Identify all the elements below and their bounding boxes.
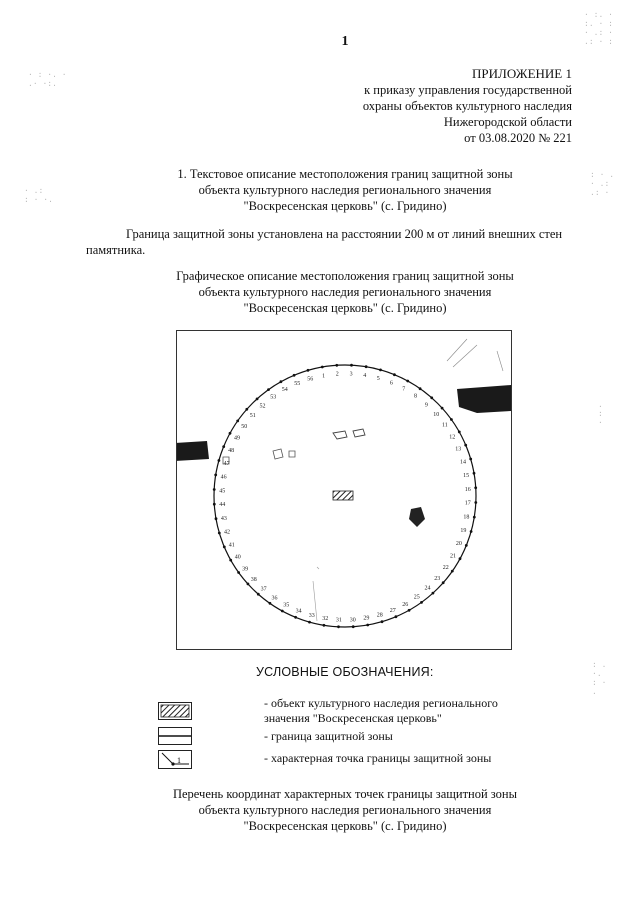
scan-noise: : · . · .: .: · [590,170,615,197]
boundary-point [406,380,409,383]
boundary-point-label: 22 [442,565,449,571]
scan-noise: · .: : · ·. [24,186,53,204]
boundary-point-label: 21 [450,553,456,560]
boundary-point-label: 54 [281,387,288,394]
boundary-point [419,387,422,390]
protection-zone-map [176,330,512,650]
boundary-point [473,516,476,519]
boundary-point-label: 1 [322,373,326,380]
boundary-point-label: 26 [402,601,409,608]
boundary-point [256,398,259,401]
boundary-point [308,621,311,624]
boundary-point [257,593,260,596]
boundary-point-label: 20 [455,540,462,547]
section2-title [0,268,640,316]
appendix-title: ПРИЛОЖЕНИЕ 1 [472,66,572,81]
legend-text-line: значения "Воскресенская церковь" [264,711,442,725]
boundary-point-label: 48 [228,448,235,455]
boundary-point [229,559,232,562]
scan-noise: · :. · :. · : · .: · .: · : [584,10,613,46]
boundary-point-label: 14 [460,459,466,466]
boundary-point [237,571,240,574]
boundary-point [420,601,423,604]
appendix-line: Нижегородской области [443,115,572,129]
building-blot [409,507,425,527]
boundary-point-label: 52 [259,403,266,410]
boundary-point-label: 40 [234,554,241,561]
scan-noise: . : · [598,400,603,427]
boundary-point [293,374,296,377]
boundary-point [245,408,248,411]
boundary-point [280,380,283,383]
section2-title-line: Графическое описание местоположения границ защитной зоны [176,269,514,283]
page-number: 1 [341,34,349,49]
legend-text-line: - объект культурного наследия регионального [264,696,498,710]
boundary-point [432,592,435,595]
boundary-point [213,488,216,491]
section1-title-line: 1. Текстовое описание местоположения границ защитной зоны [177,167,513,181]
boundary-point [381,620,384,623]
boundary-point [223,546,226,549]
boundary-point-label: 49 [234,435,240,442]
section2-title-line: объекта культурного наследия регионального значения [198,285,492,299]
legend-boundary-symbol [158,727,192,745]
boundary-point-label: 31 [335,617,342,624]
boundary-point-label: 30 [349,617,356,624]
boundary-point-label: 32 [322,615,329,622]
map-feature [289,451,295,457]
legend-text-line: - характерная точка границы защитной зоны [264,751,492,765]
appendix-line: к приказу управления государственной [364,83,572,97]
boundary-point-label: 50 [241,424,248,430]
boundary-point [215,517,218,520]
boundary-point [474,501,477,504]
boundary-point-label: 19 [460,527,467,534]
boundary-point-label: 41 [228,542,235,549]
boundary-point [470,530,473,533]
boundary-point [442,581,445,584]
boundary-point [323,624,326,627]
boundary-point [307,369,310,372]
appendix-line: охраны объектов культурного наследия [362,99,572,113]
boundary-point [459,557,462,560]
section1-title [0,166,640,214]
boundary-point-label: 28 [376,612,383,619]
boundary-point [408,609,411,612]
section2-title-line: "Воскресенская церковь" (с. Гридино) [243,301,447,315]
boundary-point-label: 24 [424,585,431,592]
legend-heritage-symbol [158,702,192,720]
boundary-point [451,570,454,573]
point-swatch-label: 1 [177,756,181,765]
map-feature [353,429,365,437]
boundary-point [236,420,239,423]
boundary-point-label: 34 [295,608,302,615]
boundary-point [474,486,477,489]
boundary-point [441,407,444,410]
boundary-point-label: 37 [260,586,267,593]
boundary-point-label: 5 [376,376,380,383]
section1-title-line: "Воскресенская церковь" (с. Гридино) [243,199,447,213]
heritage-object [333,491,353,500]
boundary-point [321,366,324,369]
boundary-point-label: 10 [433,412,440,418]
boundary-point-label: 2 [335,371,339,378]
boundary-point-label: 53 [270,394,277,401]
boundary-point [458,431,461,434]
boundary-point-label: 18 [463,514,470,521]
paragraph-line: памятника. [86,243,146,257]
building-blot [457,385,511,413]
boundary-point-label: 15 [463,473,470,480]
boundary-point-label: 8 [414,393,417,400]
boundary-point-label: 7 [402,386,406,393]
boundary-point-label: 9 [424,402,428,409]
boundary-point-label: 33 [308,612,315,619]
boundary-point [352,625,355,628]
boundary-line-swatch [159,728,191,744]
legend-point-symbol [158,750,192,769]
boundary-point-label: 23 [434,575,441,582]
legend-title: УСЛОВНЫЕ ОБОЗНАЧЕНИЯ: [256,665,434,679]
boundary-point [350,364,353,367]
boundary-point [337,625,340,628]
boundary-point-label: 13 [455,446,462,453]
boundary-point [335,364,338,367]
boundary-paragraph [86,226,596,258]
boundary-point [465,544,468,547]
boundary-point-label: 39 [242,566,249,573]
coordinates-title-line: Перечень координат характерных точек границы защитной зоны [172,787,518,801]
building-blot [177,441,209,461]
boundary-point [464,444,467,447]
boundary-point-label: 16 [464,486,471,493]
scan-noise: · : ·. · .· ·:. [28,70,67,88]
boundary-point [229,432,232,435]
boundary-point-label: 3 [349,371,353,378]
boundary-point-label: 17 [464,500,471,507]
boundary-point-label: 51 [249,413,256,420]
point-swatch [159,751,191,768]
map-drawing [177,331,511,649]
boundary-point-label: 35 [283,602,290,609]
boundary-point [450,418,453,421]
boundary-point-label: 11 [442,422,448,429]
boundary-point [393,373,396,376]
boundary-point-label: 44 [219,502,226,509]
boundary-point [213,503,216,506]
legend-text-line: - граница защитной зоны [264,729,393,743]
boundary-point [214,474,217,477]
appendix-header [272,66,572,146]
boundary-point-label: 46 [220,474,227,481]
boundary-point [269,602,272,605]
boundary-point [365,365,368,368]
boundary-point [267,388,270,391]
boundary-point-label: 55 [294,381,301,388]
boundary-point [430,396,433,399]
boundary-point [366,624,369,627]
boundary-point [247,583,250,586]
boundary-point-label: 25 [413,594,420,601]
boundary-point-label: 4 [363,373,367,380]
boundary-point [218,532,221,535]
map-feature [333,431,347,439]
boundary-point-label: 27 [389,607,396,614]
legend-item-heritage [264,696,544,726]
boundary-point [395,615,398,618]
section1-title-line: объекта культурного наследия регионального значения [198,183,492,197]
scan-noise: : . ·. : · . [592,660,607,696]
legend-item-boundary [264,729,544,744]
boundary-point-label: 38 [250,577,257,583]
legend-item-point [264,751,544,766]
boundary-point [469,458,472,461]
paragraph-line: Граница защитной зоны установлена на расстоянии 200 м от линий внешних стен [126,227,563,241]
boundary-point [222,445,225,448]
appendix-line: от 03.08.2020 № 221 [464,131,572,145]
boundary-point [218,459,221,462]
map-feature [447,339,503,371]
boundary-point-label: 6 [389,380,393,387]
boundary-point-label: 56 [307,376,314,383]
boundary-point [281,610,284,613]
boundary-point-label: 43 [220,515,227,522]
boundary-point-label: 36 [271,595,278,602]
boundary-point-label: 47 [223,461,230,468]
coordinates-title-line: "Воскресенская церковь" (с. Гридино) [243,819,447,833]
boundary-point-label: 42 [224,529,230,536]
boundary-point [379,369,382,372]
coordinates-title-line: объекта культурного наследия регионального значения [198,803,492,817]
hatch-swatch [159,703,191,719]
coordinates-title [0,786,640,834]
boundary-point-label: 29 [363,615,370,622]
boundary-point [473,472,476,475]
map-feature [273,449,283,459]
boundary-point-label: 12 [449,434,456,441]
boundary-point [294,616,297,619]
boundary-point-label: 45 [219,488,226,495]
